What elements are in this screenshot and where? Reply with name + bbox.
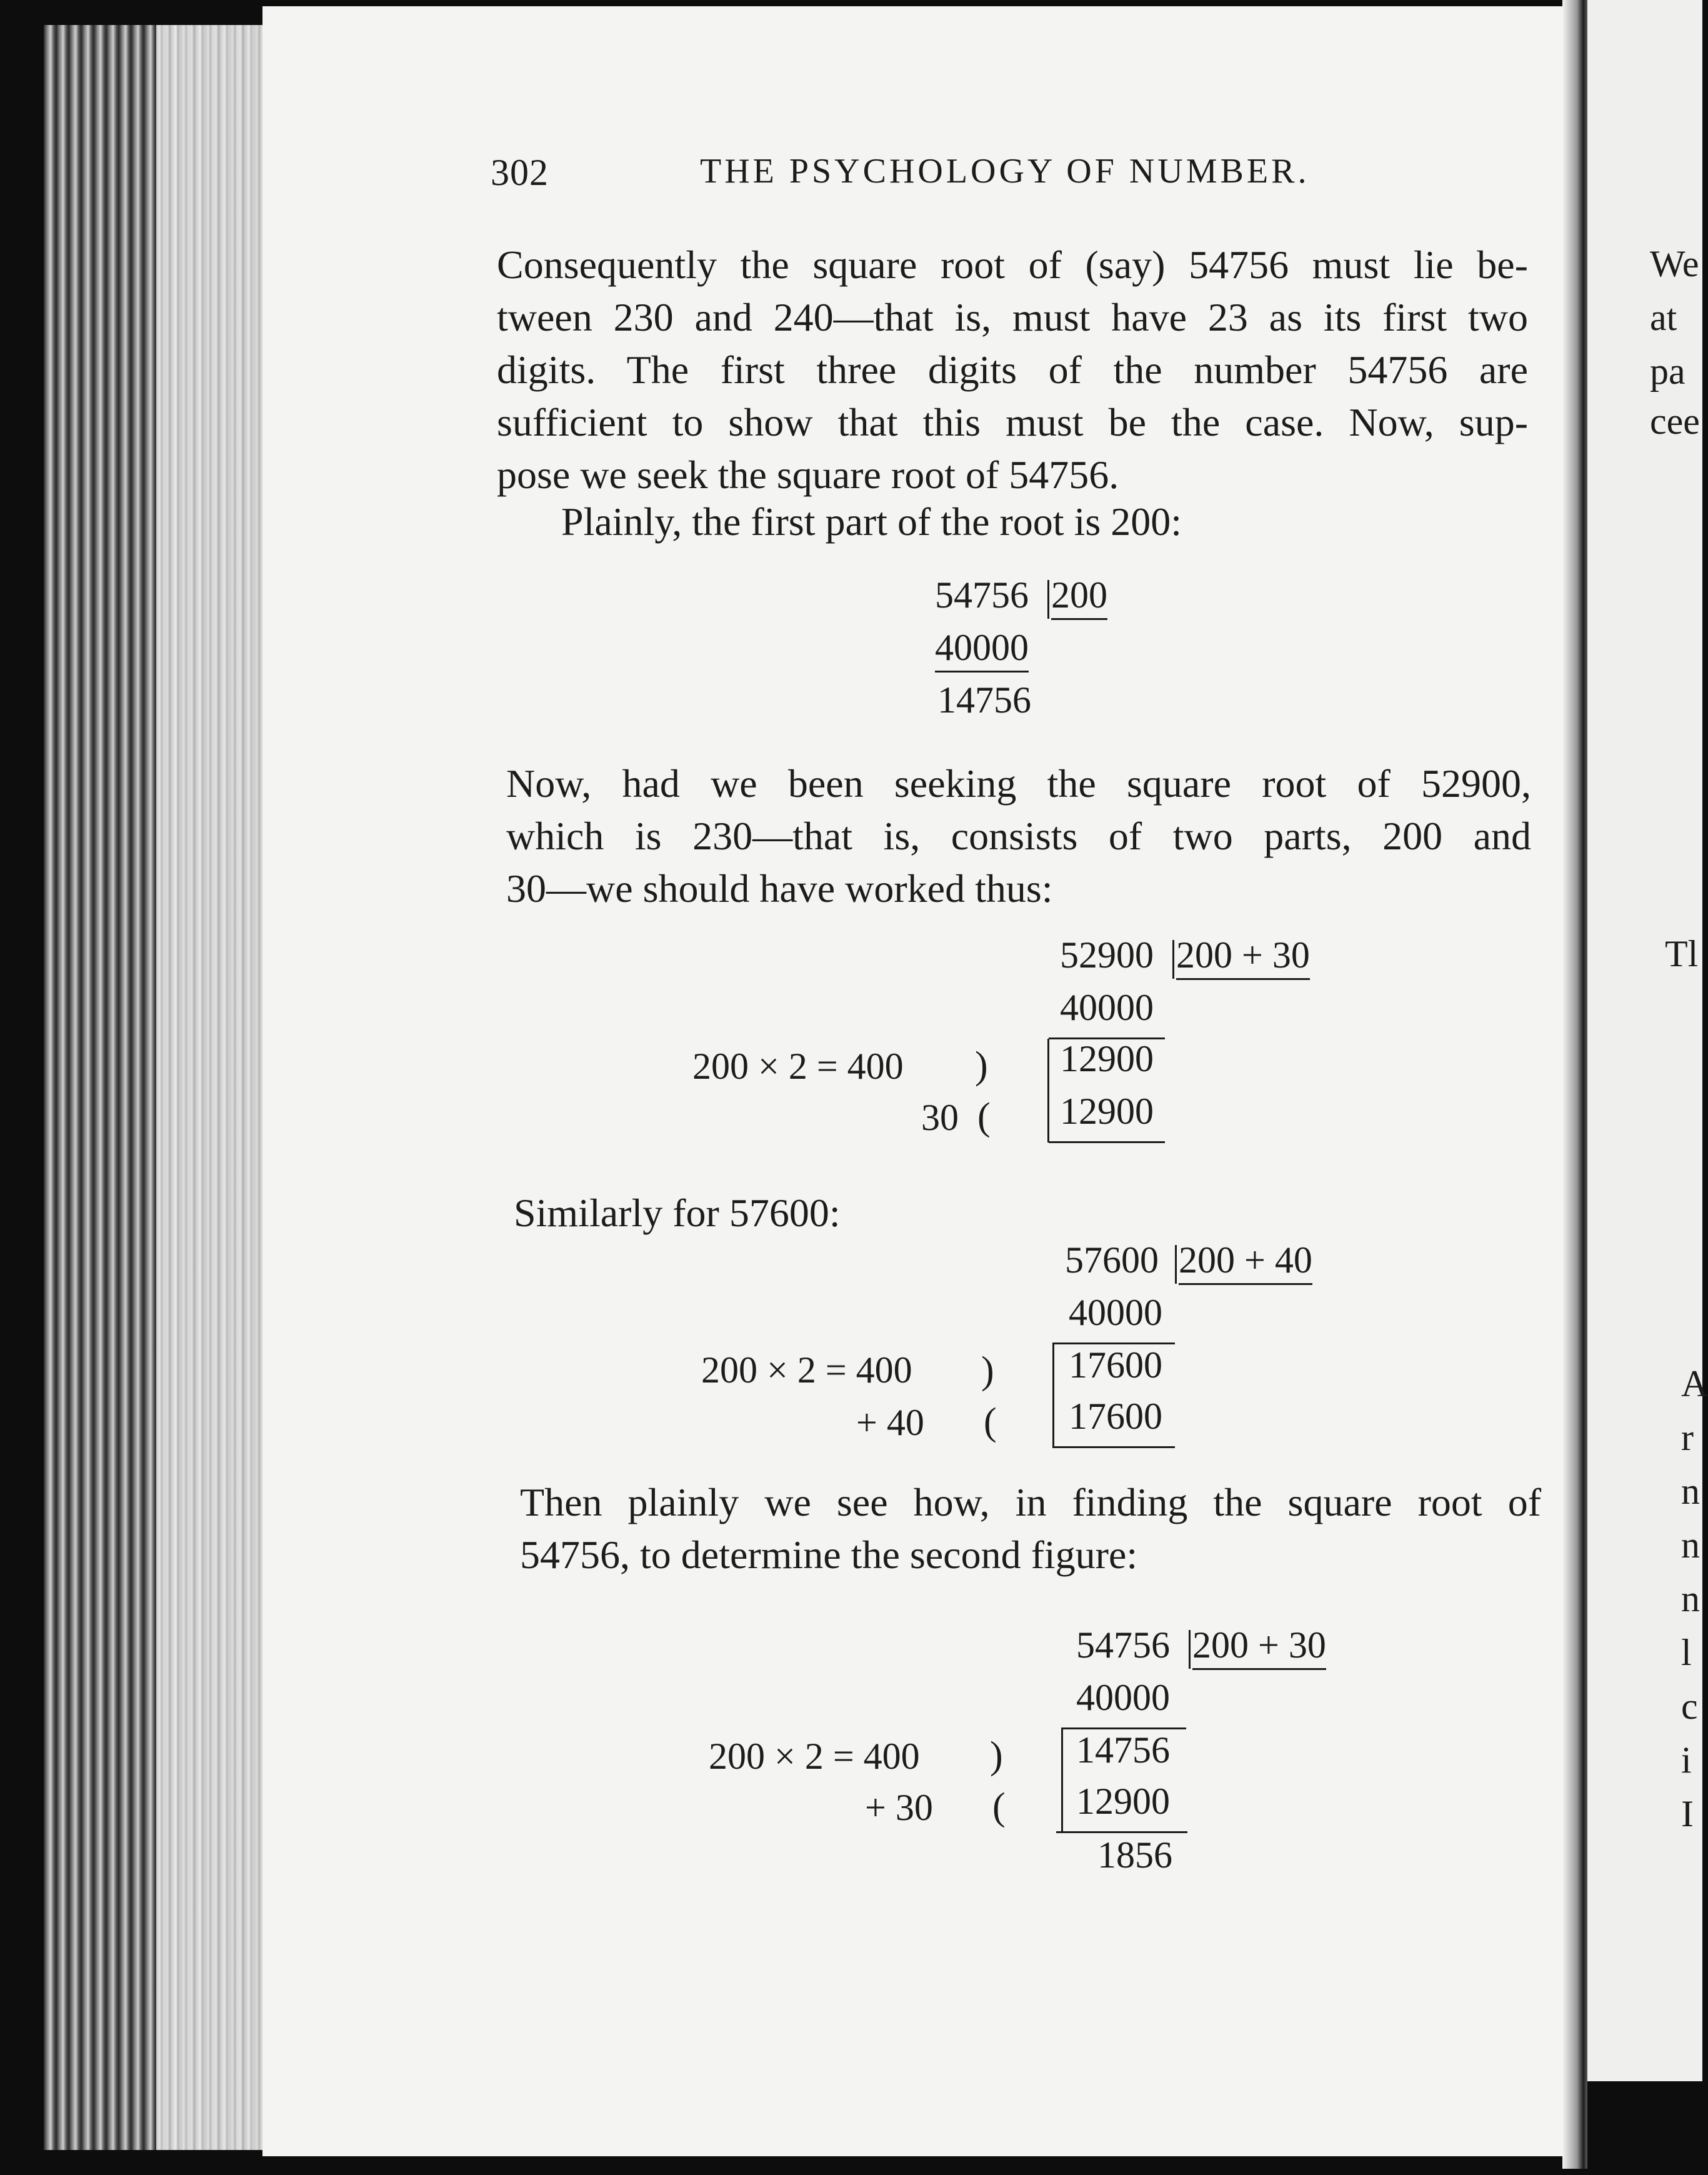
second-figure: 30 (921, 1097, 959, 1138)
facing-page-fragment: i (1681, 1739, 1692, 1781)
text-line: Then plainly we see how, in finding the square root of (520, 1480, 1541, 1524)
remainder: 12900 (1060, 1038, 1154, 1079)
root-value: 200 + 30 (1192, 1624, 1326, 1670)
paragraph-1 (497, 239, 1528, 501)
divider-line (1172, 940, 1174, 979)
facing-page-fragment: I (1681, 1793, 1694, 1834)
remainder: 17600 (1069, 1344, 1162, 1386)
paragraph-5 (520, 1476, 1541, 1581)
facing-page-fragment: l (1681, 1632, 1692, 1673)
paragraph-3 (506, 758, 1531, 915)
bracket-line (1061, 1729, 1063, 1832)
text-line: 30—we should have worked thus: (506, 866, 1053, 911)
text-line: digits. The first three digits of the number 54756 are (497, 348, 1528, 392)
subtrahend: 40000 (1076, 1677, 1170, 1718)
subtrahend: 40000 (1060, 987, 1154, 1028)
dividend: 54756 (1076, 1624, 1170, 1666)
text-line: pose we seek the square root of 54756. (497, 452, 1119, 497)
brace-bottom: ( (984, 1401, 997, 1443)
dividend: 52900 (1060, 934, 1154, 976)
divider-line (1189, 1630, 1191, 1669)
brace-bottom: ( (977, 1096, 991, 1138)
root-value: 200 (1051, 574, 1107, 620)
text-line: 54756, to determine the second figure: (520, 1532, 1138, 1577)
page-edges-inner (156, 25, 269, 2150)
paragraph-4: Similarly for 57600: (514, 1191, 841, 1235)
divider-line (1175, 1245, 1177, 1284)
facing-page-fragment: n (1681, 1524, 1700, 1566)
facing-page-fragment: n (1681, 1578, 1700, 1619)
remainder: 14756 (1076, 1729, 1170, 1771)
facing-page-fragment: Tl (1665, 933, 1699, 974)
facing-page-fragment: cee (1650, 401, 1700, 442)
facing-page-fragment: n (1681, 1471, 1700, 1512)
rule-line (1052, 1446, 1175, 1448)
dividend: 54756 (935, 574, 1029, 616)
facing-page (1587, 0, 1702, 2169)
running-title: THE PSYCHOLOGY OF NUMBER. (700, 152, 1310, 191)
page-number: 302 (491, 152, 549, 193)
text-line: which is 230—that is, consists of two parts, 200 and (506, 814, 1531, 858)
brace-bottom: ( (992, 1786, 1006, 1828)
facing-page-fragment: c (1681, 1686, 1698, 1727)
text-line: tween 230 and 240—that is, must have 23 as its first two (497, 295, 1528, 339)
background-corner (1587, 2081, 1702, 2175)
brace-top: ) (975, 1044, 988, 1087)
rule-line (1049, 1141, 1165, 1143)
rule-line (1056, 1831, 1187, 1833)
divider-line (1047, 580, 1049, 619)
second-figure: + 40 (856, 1402, 924, 1443)
trial-divisor: 200 × 2 = 400 (709, 1736, 920, 1777)
facing-page-fragment: pa (1650, 351, 1686, 392)
text-line: sufficient to show that this must be the case. Now, sup- (497, 400, 1528, 444)
root-value: 200 + 30 (1176, 934, 1310, 980)
text-line: Now, had we been seeking the square root of 52900, (506, 761, 1531, 806)
trial-divisor: 200 × 2 = 400 (701, 1349, 912, 1391)
brace-top: ) (981, 1349, 994, 1392)
brace-top: ) (990, 1734, 1003, 1777)
facing-page-fragment: at (1650, 297, 1677, 338)
paragraph-2: Plainly, the first part of the root is 200: (561, 499, 1182, 544)
bracket-line (1047, 1039, 1049, 1142)
product: 12900 (1060, 1091, 1154, 1132)
second-figure: + 30 (865, 1787, 933, 1828)
trial-divisor: 200 × 2 = 400 (692, 1046, 904, 1087)
text-line: Consequently the square root of (say) 54756 must lie be- (497, 242, 1528, 287)
bracket-line (1052, 1344, 1054, 1448)
subtrahend: 40000 (1069, 1292, 1162, 1333)
dividend: 57600 (1065, 1239, 1159, 1281)
final-remainder: 1856 (1097, 1834, 1172, 1876)
book-gutter (1562, 0, 1589, 2169)
facing-page-fragment: A (1681, 1363, 1708, 1404)
facing-page-fragment: We (1650, 243, 1699, 284)
product: 12900 (1076, 1781, 1170, 1822)
remainder: 14756 (937, 679, 1031, 721)
subtrahend: 40000 (935, 626, 1029, 672)
facing-page-fragment: r (1681, 1417, 1694, 1458)
product: 17600 (1069, 1396, 1162, 1437)
root-value: 200 + 40 (1179, 1239, 1312, 1285)
